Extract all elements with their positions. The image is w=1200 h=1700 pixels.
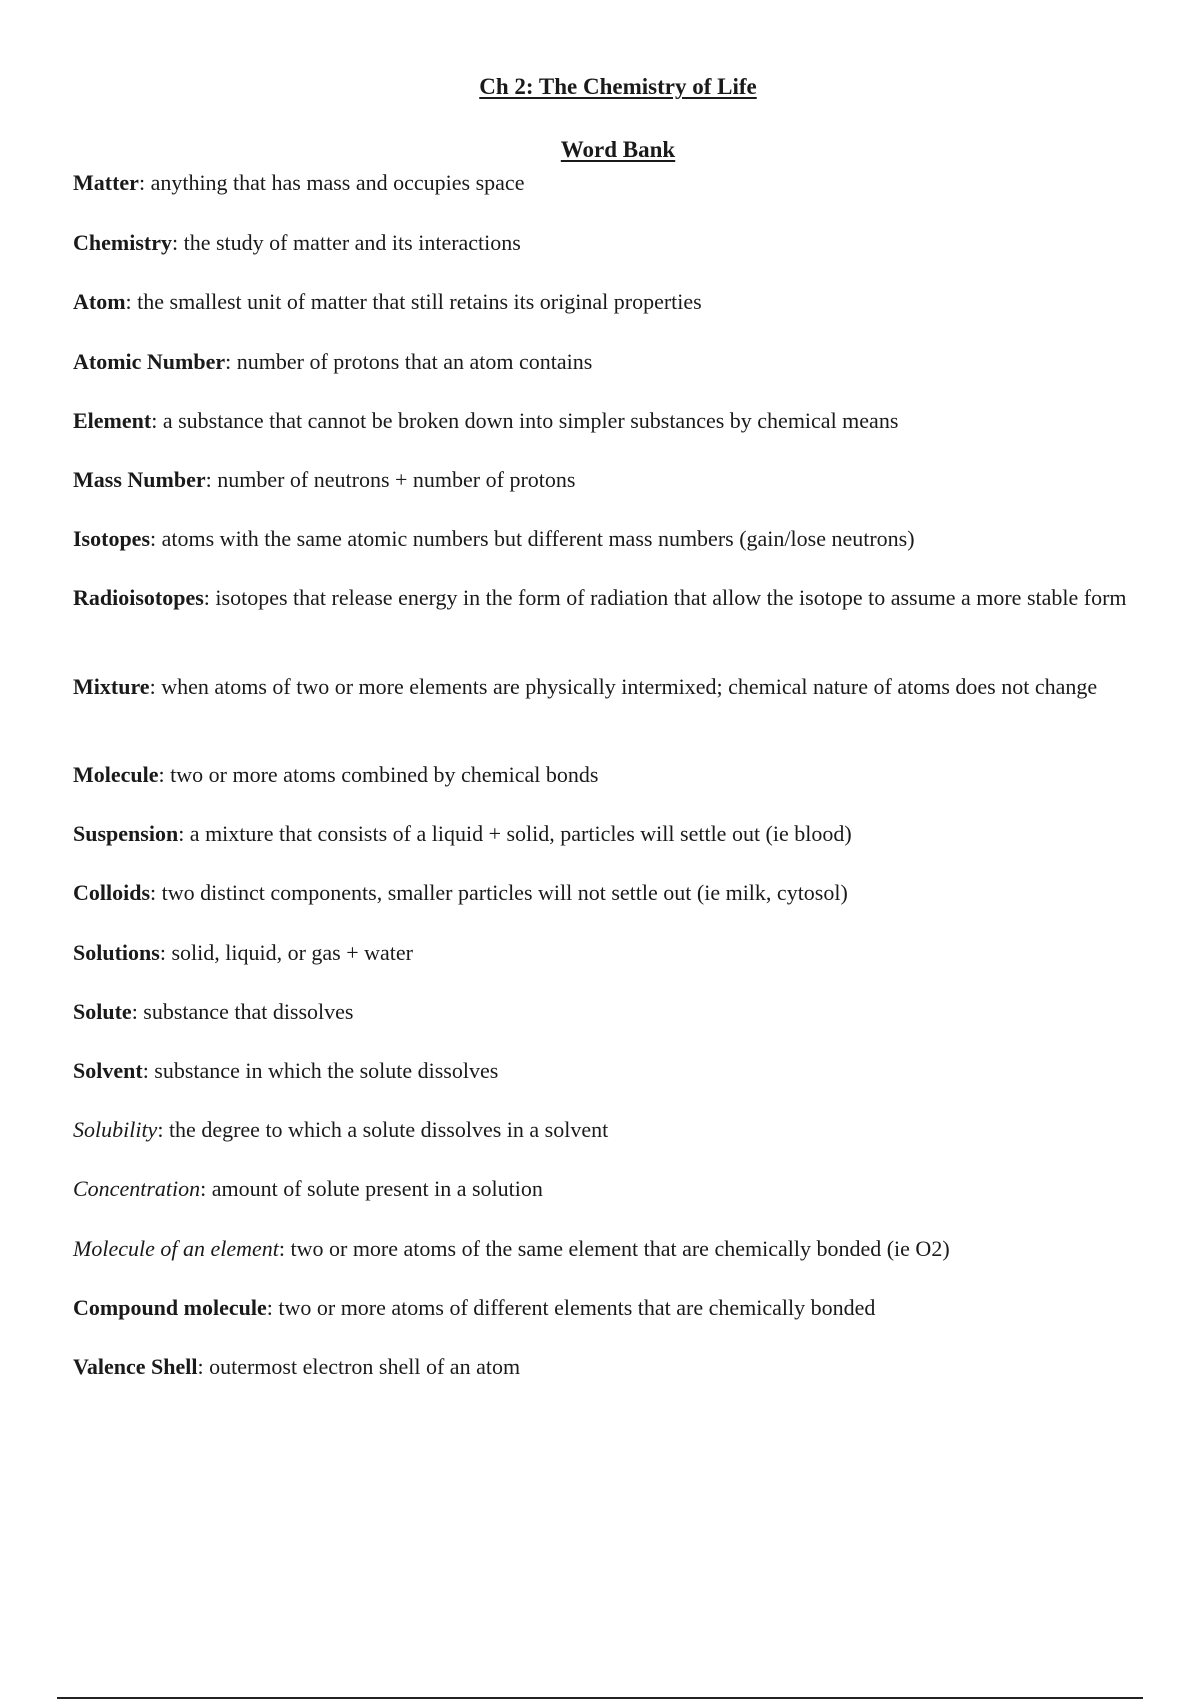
entry-isotopes: [73, 523, 1133, 555]
term: Isotopes: [73, 526, 151, 551]
term: Suspension: [73, 821, 179, 846]
entry-valence-shell: [73, 1351, 1133, 1383]
term: Mixture: [73, 674, 150, 699]
footer-divider: [57, 1697, 1143, 1699]
entry-solubility: [73, 1114, 1133, 1146]
definition: : a mixture that consists of a liquid + solid, particles will settle out (ie blood): [178, 821, 852, 846]
term: Solutions: [73, 940, 160, 965]
definition: : the smallest unit of matter that still retains its original properties: [125, 289, 702, 314]
definition: : two or more atoms of different elements that are chemically bonded: [266, 1295, 876, 1320]
definition: : two distinct components, smaller particles will not settle out (ie milk, cytosol): [150, 880, 848, 905]
entry-atom: [73, 286, 1133, 318]
term: Compound molecule: [73, 1295, 267, 1320]
term: Solubility: [73, 1117, 158, 1142]
term: Solute: [73, 999, 132, 1024]
entry-colloids: [73, 877, 1133, 909]
definition: : substance in which the solute dissolves: [142, 1058, 499, 1083]
term: Colloids: [73, 880, 151, 905]
definition: : atoms with the same atomic numbers but different mass numbers (gain/lose neutrons): [150, 526, 915, 551]
term: Mass Number: [73, 467, 206, 492]
definition: : two or more atoms combined by chemical bonds: [158, 762, 599, 787]
entry-compound-molecule: [73, 1292, 1133, 1324]
entry-solutions: [73, 937, 1133, 969]
definition: : number of protons that an atom contains: [225, 349, 593, 374]
entry-radioisotopes: [73, 582, 1133, 614]
entry-molecule: [73, 759, 1133, 791]
term: Valence Shell: [73, 1354, 198, 1379]
definition: : a substance that cannot be broken down into simpler substances by chemical means: [151, 408, 899, 433]
term: Chemistry: [73, 230, 172, 255]
term: Solvent: [73, 1058, 143, 1083]
entry-mixture: [73, 671, 1133, 703]
definition: : substance that dissolves: [131, 999, 354, 1024]
document-title: Ch 2: The Chemistry of Life: [479, 74, 757, 99]
term: Molecule of an element: [73, 1236, 279, 1261]
definition: : anything that has mass and occupies space: [138, 170, 525, 195]
section-title-word-bank: Word Bank: [560, 137, 676, 162]
term: Concentration: [73, 1176, 201, 1201]
entry-solvent: [73, 1055, 1133, 1087]
entry-suspension: [73, 818, 1133, 850]
entry-solute: [73, 996, 1133, 1028]
definition: : when atoms of two or more elements are physically intermixed; chemical nature of atoms does not change: [149, 674, 1098, 699]
definition: : the degree to which a solute dissolves in a solvent: [157, 1117, 609, 1142]
definition: : outermost electron shell of an atom: [197, 1354, 521, 1379]
term: Radioisotopes: [73, 585, 204, 610]
entry-matter: [73, 167, 1133, 199]
definition: : two or more atoms of the same element that are chemically bonded (ie O2): [278, 1236, 950, 1261]
definition: : number of neutrons + number of protons: [205, 467, 576, 492]
entry-chemistry: [73, 227, 1133, 259]
entry-concentration: [73, 1173, 1133, 1205]
definition: : amount of solute present in a solution: [200, 1176, 543, 1201]
definition: : the study of matter and its interactions: [171, 230, 521, 255]
term: Matter: [73, 170, 139, 195]
definition: : solid, liquid, or gas + water: [159, 940, 413, 965]
entry-atomic-number: [73, 346, 1133, 378]
definition: : isotopes that release energy in the form of radiation that allow the isotope to assume a more stable form: [203, 585, 1127, 610]
entry-mass-number: [73, 464, 1133, 496]
entry-element: [73, 405, 1133, 437]
term: Molecule: [73, 762, 159, 787]
entry-molecule-of-an-element: [73, 1233, 1133, 1265]
term: Atomic Number: [73, 349, 226, 374]
term: Atom: [73, 289, 126, 314]
term: Element: [73, 408, 152, 433]
